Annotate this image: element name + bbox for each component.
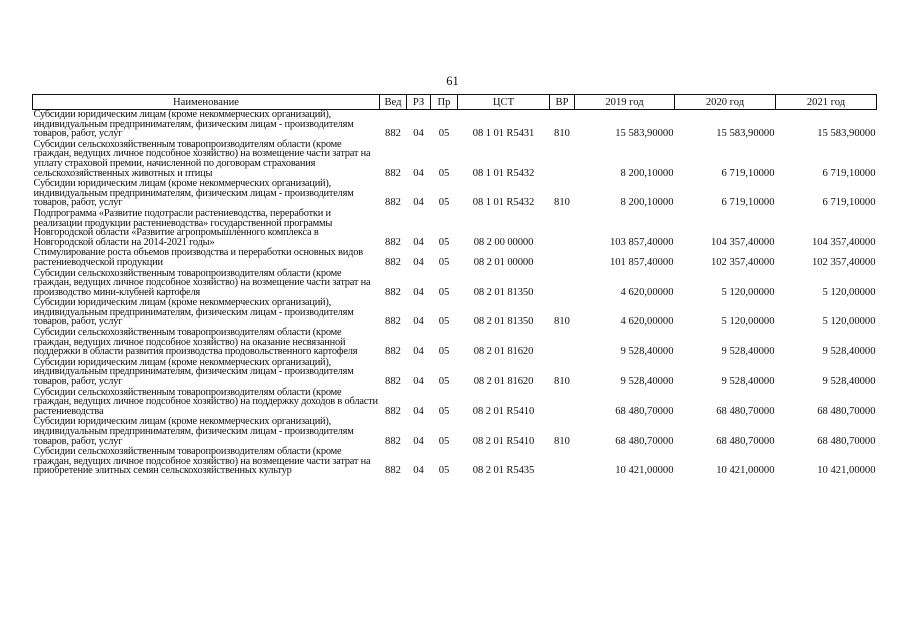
row-vr: 810 xyxy=(554,128,570,140)
row-amount-2020: 68 480,70000 xyxy=(716,435,775,447)
row-pr: 05 xyxy=(438,197,450,209)
header-cst: ЦСТ xyxy=(458,95,550,110)
row-amount-2021: 6 719,10000 xyxy=(822,167,876,179)
table-row xyxy=(33,358,877,388)
row-amount-2019: 103 857,40000 xyxy=(609,236,674,248)
row-rz: 04 xyxy=(413,128,424,140)
row-amount-2019: 8 200,10000 xyxy=(620,167,674,179)
table-row xyxy=(33,447,877,477)
row-amount-2021: 5 120,00000 xyxy=(822,286,876,298)
row-vr: 810 xyxy=(554,316,570,328)
row-name: Субсидии сельскохозяйственным товаропроизводителям области (кроме граждан, ведущих личное подсобное хозяйство) на возмещение части затрат на уплату страховой премии, начисленной по договорам страхования сельскохозяйственных животных и птицы xyxy=(33,138,371,179)
row-rz: 04 xyxy=(413,405,424,417)
row-amount-2019: 15 583,90000 xyxy=(615,128,674,140)
row-vr xyxy=(550,140,575,179)
row-ved: 882 xyxy=(385,405,401,417)
row-name: Субсидии юридическим лицам (кроме некоммерческих организаций), индивидуальным предпринимателям, физическим лицам - производителям товаров, работ, услуг xyxy=(33,109,354,140)
row-rz: 04 xyxy=(413,167,424,179)
table-row xyxy=(33,269,877,299)
header-2021: 2021 год xyxy=(776,95,877,110)
row-ved: 882 xyxy=(385,465,401,477)
row-cst: 08 2 01 81350 xyxy=(473,316,534,328)
row-vr xyxy=(550,388,575,418)
row-amount-2020: 10 421,00000 xyxy=(716,465,775,477)
row-rz: 04 xyxy=(413,346,424,358)
header-name: Наименование xyxy=(33,95,380,110)
row-pr: 05 xyxy=(438,435,450,447)
row-pr: 05 xyxy=(438,167,450,179)
row-amount-2019: 4 620,00000 xyxy=(620,286,674,298)
header-vr: ВР xyxy=(550,95,575,110)
row-amount-2019: 9 528,40000 xyxy=(620,346,674,358)
row-name: Субсидии юридическим лицам (кроме некоммерческих организаций), индивидуальным предпринимателям, физическим лицам - производителям товаров, работ, услуг xyxy=(33,416,354,447)
row-pr: 05 xyxy=(438,316,450,328)
header-2020: 2020 год xyxy=(675,95,776,110)
row-amount-2020: 104 357,40000 xyxy=(710,236,775,248)
row-cst: 08 1 01 R5432 xyxy=(472,167,535,179)
header-pr: Пр xyxy=(431,95,458,110)
row-amount-2021: 9 528,40000 xyxy=(822,346,876,358)
row-name: Субсидии юридическим лицам (кроме некоммерческих организаций), индивидуальным предпринимателям, физическим лицам - производителям товаров, работ, услуг xyxy=(33,178,354,209)
table-row xyxy=(33,140,877,179)
row-cst: 08 2 01 81350 xyxy=(473,286,534,298)
row-rz: 04 xyxy=(413,236,424,248)
row-rz: 04 xyxy=(413,256,424,268)
row-pr: 05 xyxy=(438,346,450,358)
table-body xyxy=(33,110,877,477)
table-row xyxy=(33,110,877,140)
row-amount-2020: 9 528,40000 xyxy=(721,346,775,358)
row-pr: 05 xyxy=(438,256,450,268)
row-cst: 08 2 01 81620 xyxy=(473,376,534,388)
table-row xyxy=(33,209,877,248)
row-amount-2019: 9 528,40000 xyxy=(620,376,674,388)
row-vr xyxy=(550,248,575,268)
row-amount-2021: 6 719,10000 xyxy=(822,197,876,209)
row-amount-2020: 5 120,00000 xyxy=(721,286,775,298)
row-amount-2019: 4 620,00000 xyxy=(620,316,674,328)
row-name: Субсидии сельскохозяйственным товаропроизводителям области (кроме граждан, ведущих личное подсобное хозяйство) на возмещение части затрат на производство мини-клубней картофеля xyxy=(33,267,371,298)
row-amount-2020: 68 480,70000 xyxy=(716,405,775,417)
table-row xyxy=(33,298,877,328)
row-amount-2020: 15 583,90000 xyxy=(716,128,775,140)
row-vr: 810 xyxy=(554,376,570,388)
row-amount-2021: 9 528,40000 xyxy=(822,376,876,388)
row-vr: 810 xyxy=(554,435,570,447)
row-amount-2021: 15 583,90000 xyxy=(817,128,876,140)
row-rz: 04 xyxy=(413,465,424,477)
row-rz: 04 xyxy=(413,376,424,388)
row-rz: 04 xyxy=(413,316,424,328)
row-amount-2020: 9 528,40000 xyxy=(721,376,775,388)
row-ved: 882 xyxy=(385,316,401,328)
row-amount-2019: 101 857,40000 xyxy=(609,256,674,268)
table-row xyxy=(33,179,877,209)
row-cst: 08 2 01 00000 xyxy=(473,256,534,268)
row-cst: 08 2 01 R5410 xyxy=(472,435,535,447)
row-vr xyxy=(550,269,575,299)
row-ved: 882 xyxy=(385,236,401,248)
row-pr: 05 xyxy=(438,376,450,388)
row-ved: 882 xyxy=(385,435,401,447)
row-amount-2021: 68 480,70000 xyxy=(817,405,876,417)
row-amount-2019: 10 421,00000 xyxy=(615,465,674,477)
row-rz: 04 xyxy=(413,286,424,298)
header-ved: Вед xyxy=(380,95,407,110)
row-cst: 08 1 01 R5431 xyxy=(472,128,535,140)
row-name: Субсидии юридическим лицам (кроме некоммерческих организаций), индивидуальным предпринимателям, физическим лицам - производителям товаров, работ, услуг xyxy=(33,356,354,388)
row-amount-2019: 68 480,70000 xyxy=(615,435,674,447)
row-vr xyxy=(550,328,575,358)
table-header-row xyxy=(33,95,877,110)
table-row xyxy=(33,328,877,358)
row-name: Субсидии юридическим лицам (кроме некоммерческих организаций), индивидуальным предпринимателям, физическим лицам - производителям товаров, работ, услуг xyxy=(33,297,354,328)
page-number: 61 xyxy=(446,74,459,88)
row-amount-2020: 102 357,40000 xyxy=(710,256,775,268)
row-amount-2021: 68 480,70000 xyxy=(817,435,876,447)
row-pr: 05 xyxy=(438,286,450,298)
row-cst: 08 1 01 R5432 xyxy=(472,197,535,209)
row-vr: 810 xyxy=(554,197,570,209)
row-cst: 08 2 01 81620 xyxy=(473,346,534,358)
row-amount-2019: 8 200,10000 xyxy=(620,197,674,209)
row-name: Подпрограмма «Развитие подотрасли растениеводства, переработки и реализации продукции растениеводства» государственной программы Новгородской области «Развитие агропромышленного комплекса в Новгородской области на 2014-2021 годы» xyxy=(33,207,333,248)
row-cst: 08 2 01 R5435 xyxy=(472,465,535,477)
row-vr xyxy=(550,447,575,477)
row-amount-2021: 5 120,00000 xyxy=(822,316,876,328)
row-name: Субсидии сельскохозяйственным товаропроизводителям области (кроме граждан, ведущих личное подсобное хозяйство) на поддержку доходов в области растениеводства xyxy=(33,386,378,417)
row-ved: 882 xyxy=(385,346,401,358)
row-vr xyxy=(550,209,575,248)
row-pr: 05 xyxy=(438,236,450,248)
table-row xyxy=(33,417,877,447)
row-name: Субсидии сельскохозяйственным товаропроизводителям области (кроме граждан, ведущих личное подсобное хозяйство) на возмещение части затрат на приобретение элитных семян сельскохозяйственных культур xyxy=(33,446,371,477)
row-ved: 882 xyxy=(385,256,401,268)
row-amount-2021: 10 421,00000 xyxy=(817,465,876,477)
header-2019: 2019 год xyxy=(575,95,675,110)
row-cst: 08 2 00 00000 xyxy=(473,236,534,248)
header-rz: РЗ xyxy=(407,95,431,110)
row-ved: 882 xyxy=(385,376,401,388)
row-name: Стимулирование роста объемов производства и переработки основных видов растениеводческой продукции xyxy=(33,247,363,268)
row-ved: 882 xyxy=(385,197,401,209)
row-ved: 882 xyxy=(385,128,401,140)
row-name: Субсидии сельскохозяйственным товаропроизводителям области (кроме граждан, ведущих личное подсобное хозяйство) на оказание несвязанной поддержки в области развития производства продовольственного картофеля xyxy=(33,327,358,358)
row-cst: 08 2 01 R5410 xyxy=(472,405,535,417)
row-rz: 04 xyxy=(413,435,424,447)
row-pr: 05 xyxy=(438,128,450,140)
row-amount-2020: 6 719,10000 xyxy=(721,167,775,179)
row-rz: 04 xyxy=(413,197,424,209)
row-amount-2020: 5 120,00000 xyxy=(721,316,775,328)
budget-table xyxy=(32,94,877,477)
row-amount-2021: 104 357,40000 xyxy=(811,236,876,248)
table-row xyxy=(33,248,877,268)
row-pr: 05 xyxy=(438,465,450,477)
row-pr: 05 xyxy=(438,405,450,417)
row-amount-2021: 102 357,40000 xyxy=(811,256,876,268)
row-ved: 882 xyxy=(385,167,401,179)
row-amount-2019: 68 480,70000 xyxy=(615,405,674,417)
row-ved: 882 xyxy=(385,286,401,298)
table-row xyxy=(33,388,877,418)
row-amount-2020: 6 719,10000 xyxy=(721,197,775,209)
